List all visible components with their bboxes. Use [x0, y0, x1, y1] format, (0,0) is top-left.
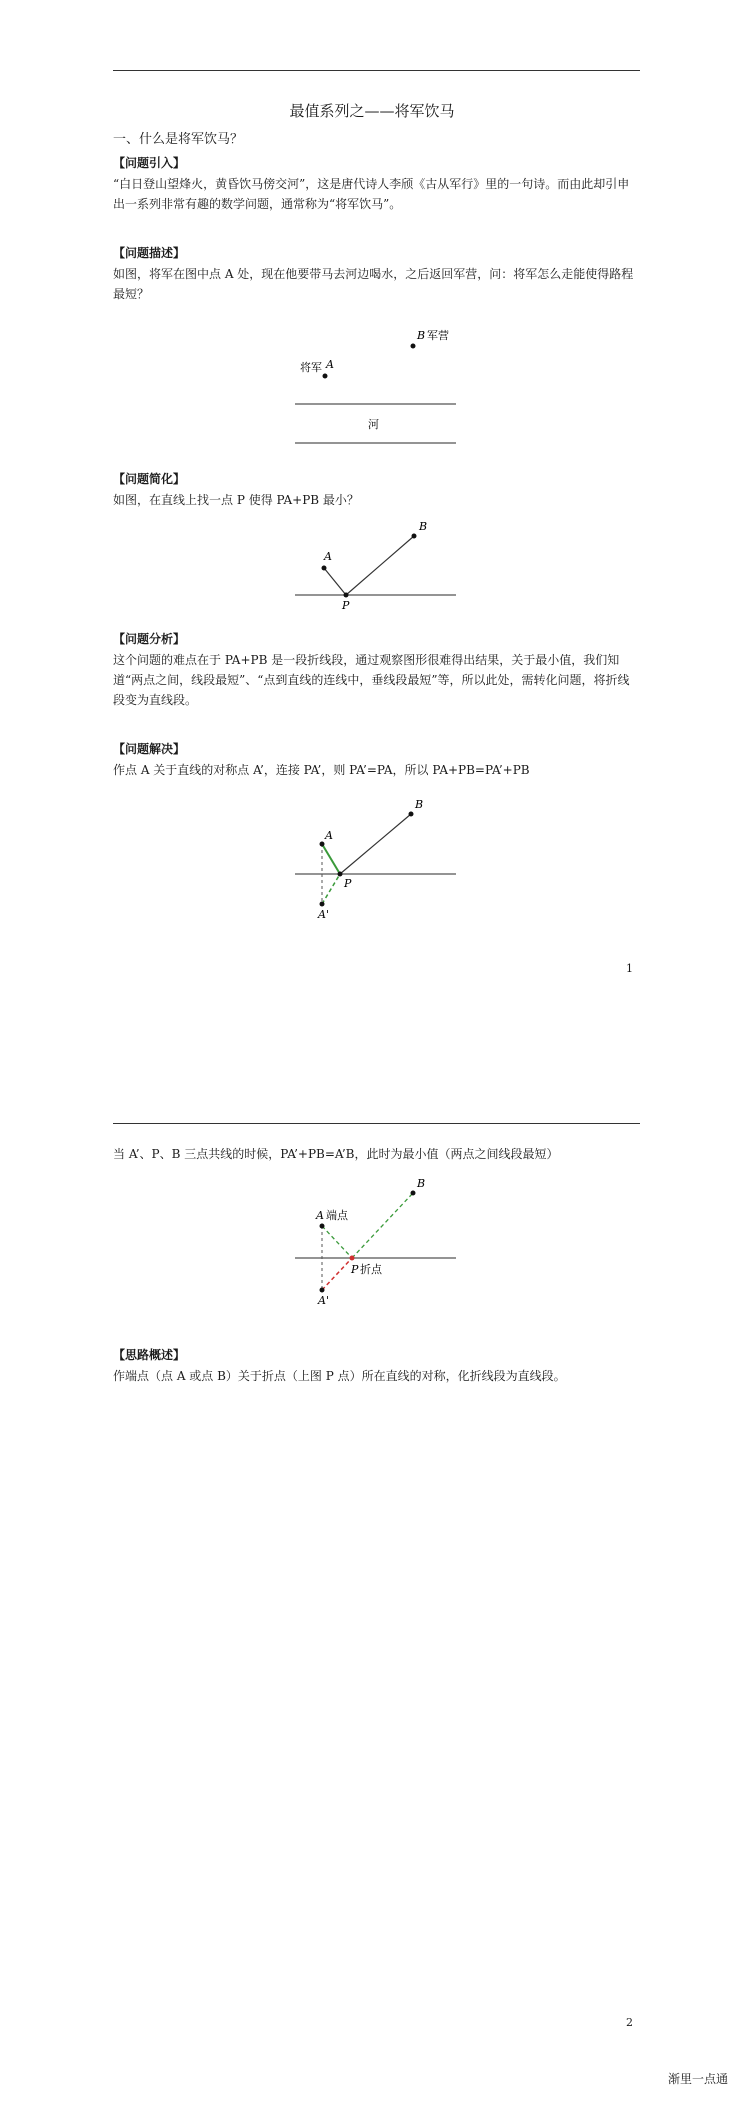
point-p — [338, 872, 343, 877]
point-a-prime — [320, 1288, 325, 1293]
point-p — [350, 1256, 355, 1261]
point-a-prime — [320, 902, 325, 907]
point-b — [409, 812, 414, 817]
segment-pb-green-dashed — [352, 1193, 413, 1258]
label-general: 将军 — [300, 361, 322, 374]
label-b: B — [415, 798, 424, 811]
point-b — [411, 1191, 416, 1196]
section-heading: 一、什么是将军饮马？ — [113, 132, 244, 147]
paragraph-analysis: 这个问题的难点在于 PA+PB 是一段折线段，通过观察图形很难得出结果，关于最小值，我们知道“两点之间，线段最短”、“点到直线的连线中，垂线段最短”等，所以此处，需转化问题，将折线段变为直线段。 — [113, 653, 630, 707]
label-fold-point: 折点 — [360, 1263, 382, 1276]
segment-pa — [324, 568, 346, 595]
top-rule — [113, 1123, 640, 1124]
point-a — [320, 842, 325, 847]
figure-reflection — [280, 796, 480, 926]
point-b — [412, 534, 417, 539]
paragraph-solve: 作点 A 关于直线的对称点 A’，连接 PA’，则 PA’=PA，所以 PA+PB=PA’+PB — [113, 763, 530, 777]
segment-a-prime-p-red-dashed — [322, 1258, 352, 1290]
point-a — [320, 1224, 325, 1229]
heading-summary: 【思路概述】 — [113, 1348, 186, 1362]
label-a: A — [325, 829, 333, 842]
label-b: B — [417, 1177, 426, 1190]
heading-description: 【问题描述】 — [113, 246, 186, 260]
paragraph-description: 如图，将军在图中点 A 处，现在他要带马去河边喝水，之后返回军营，问：将军怎么走能使得路程最短？ — [113, 267, 634, 301]
page-number: 1 — [626, 962, 633, 975]
label-a: A — [324, 550, 332, 563]
label-a-prime: A' — [318, 1294, 329, 1306]
page-number: 2 — [626, 2016, 633, 2029]
heading-analysis: 【问题分析】 — [113, 632, 186, 646]
paragraph-simplify: 如图，在直线上找一点 P 使得 PA+PB 最小？ — [113, 493, 359, 507]
paragraph-intro: “白日登山望烽火，黄昏饮马傍交河”，这是唐代诗人李颀《古从军行》里的一句诗。而由此却引申出一系列非常有趣的数学问题，通常称为“将军饮马”。 — [113, 177, 630, 211]
segment-pb — [340, 814, 411, 874]
top-rule — [113, 70, 640, 71]
figure-river — [280, 322, 480, 457]
label-a: A — [326, 358, 334, 371]
label-b: B — [417, 329, 426, 342]
heading-solve: 【问题解决】 — [113, 742, 186, 756]
label-river: 河 — [368, 418, 379, 431]
point-p — [344, 593, 349, 598]
heading-simplify: 【问题简化】 — [113, 472, 186, 486]
label-p: P — [344, 877, 352, 890]
segment-pa-green — [322, 844, 340, 874]
point-b — [411, 344, 416, 349]
label-p: P — [342, 599, 350, 612]
label-a-prime: A' — [318, 908, 329, 921]
segment-pb — [346, 536, 414, 595]
segment-ap-green-dashed — [322, 1226, 352, 1258]
segment-pa-prime-dashed — [322, 874, 340, 904]
figure-simplified — [280, 516, 480, 616]
label-camp: 军营 — [427, 329, 449, 342]
label-endpoint: 端点 — [326, 1209, 348, 1222]
label-p: P — [351, 1263, 359, 1276]
page-title: 最值系列之——将军饮马 — [289, 102, 455, 120]
footer-watermark: 渐里一点通 — [668, 2072, 729, 2086]
point-a — [323, 374, 328, 379]
figure-collinear — [280, 1176, 480, 1306]
paragraph-summary: 作端点（点 A 或点 B）关于折点（上图 P 点）所在直线的对称，化折线段为直线段。 — [113, 1369, 566, 1383]
paragraph-collinear: 当 A’、P、B 三点共线的时候，PA’+PB=A’B，此时为最小值（两点之间线段最短） — [113, 1147, 559, 1161]
point-a — [322, 566, 327, 571]
label-b: B — [419, 520, 428, 533]
label-a: A — [316, 1209, 324, 1222]
heading-intro: 【问题引入】 — [113, 156, 186, 170]
